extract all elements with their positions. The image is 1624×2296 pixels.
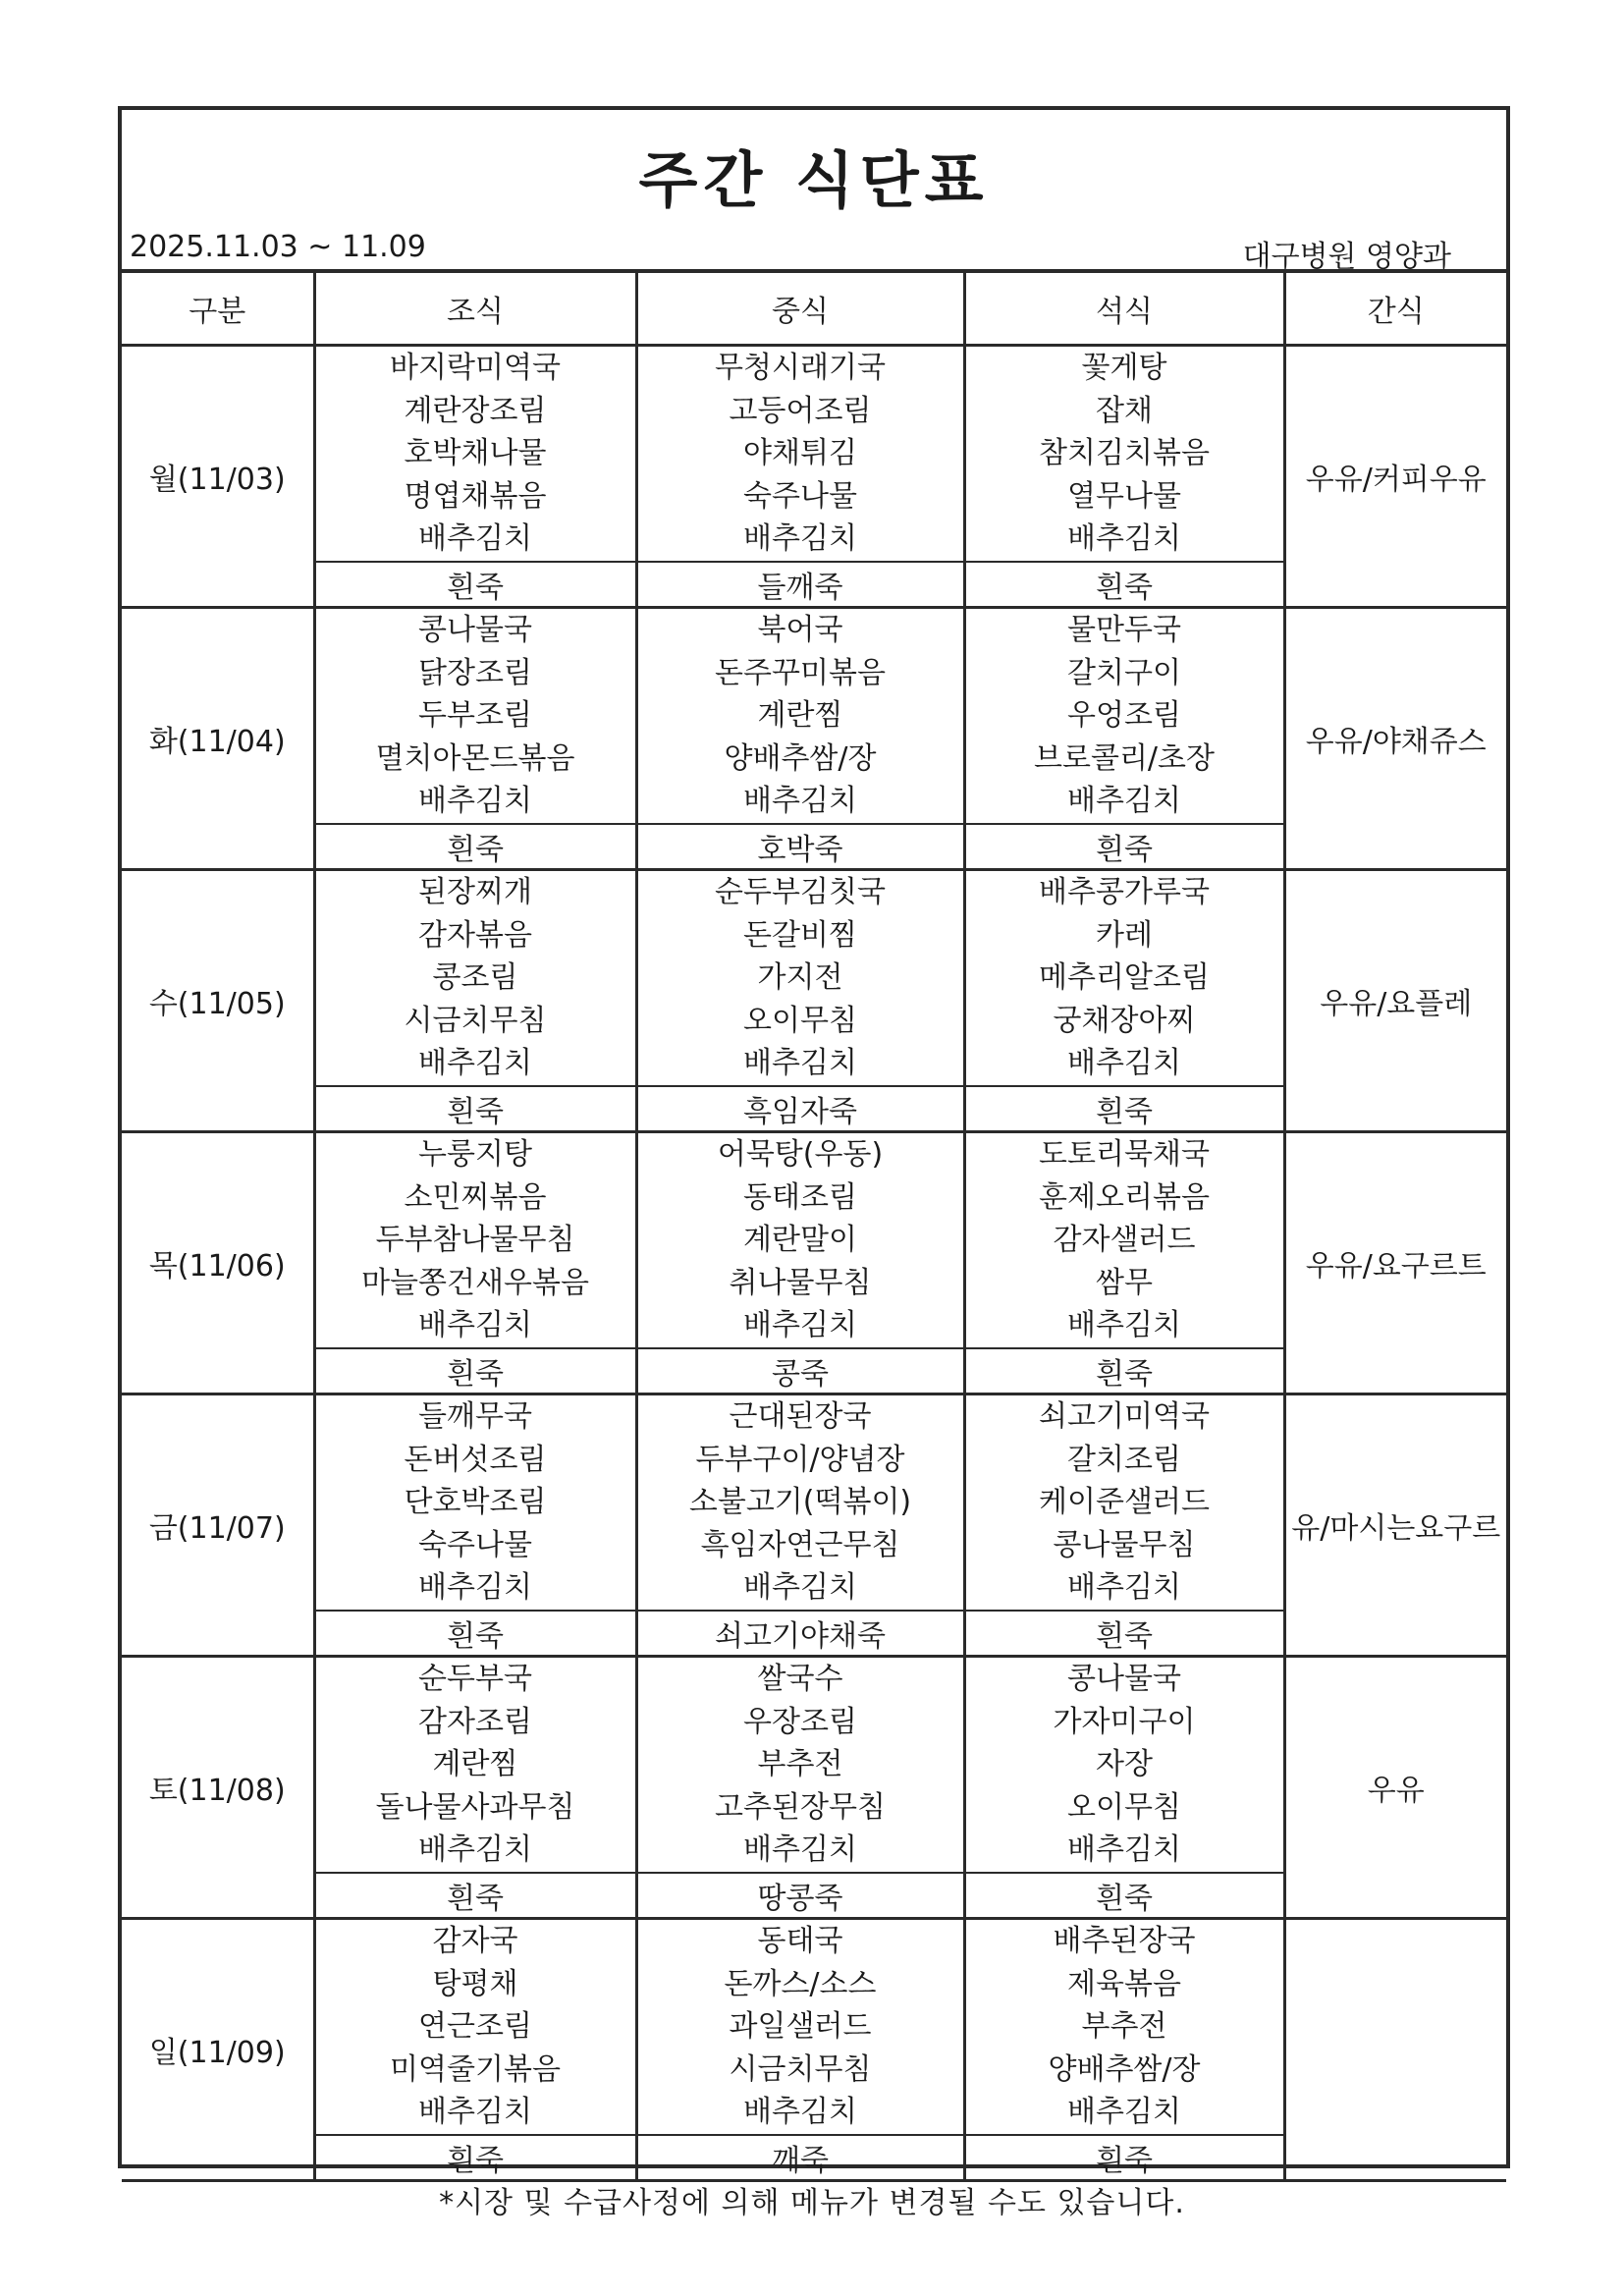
- department-label: 대구병원 영양과: [1242, 240, 1451, 274]
- menu-item: 배추김치: [418, 1308, 532, 1343]
- menu-item: 시금치무침: [729, 2051, 872, 2087]
- snack-cell: [1284, 608, 1506, 870]
- menu-item: 배추김치: [1067, 1570, 1181, 1606]
- snack-text: 우유/요플레: [1320, 987, 1473, 1021]
- menu-item: 콩나물무침: [1053, 1527, 1196, 1562]
- menu-item: 콩나물국: [1067, 1662, 1181, 1697]
- menu-item: 순두부김칫국: [715, 875, 886, 910]
- breakfast-cell: [314, 346, 636, 563]
- lunch-cell: [636, 1132, 964, 1349]
- menu-item: 호박채나물: [404, 436, 547, 471]
- snack-text: 우유: [1367, 1774, 1425, 1808]
- menu-item: 궁채장아찌: [1053, 1003, 1196, 1038]
- menu-item: 쇠고기미역국: [1039, 1399, 1210, 1435]
- day-row: [122, 1919, 1506, 2136]
- menu-item: 배추김치: [418, 1046, 532, 1081]
- dinner-cell: [964, 1394, 1284, 1612]
- lunch-cell: [636, 1394, 964, 1612]
- menu-item: 배추김치: [743, 1832, 857, 1868]
- menu-item: 오이무침: [1067, 1789, 1181, 1825]
- menu-item: 두부참나물무침: [375, 1223, 575, 1258]
- dinner-cell: [964, 870, 1284, 1087]
- menu-item: 배추김치: [1067, 1046, 1181, 1081]
- menu-item: 동태조림: [743, 1179, 857, 1215]
- menu-item: 케이준샐러드: [1039, 1485, 1210, 1520]
- snack-cell: [1284, 1394, 1506, 1657]
- porridge-lunch: 깨죽: [636, 2135, 964, 2181]
- menu-item: 단호박조림: [404, 1485, 547, 1520]
- day-label: 화(11/04): [122, 608, 314, 870]
- menu-item: 고등어조림: [729, 393, 872, 428]
- lunch-cell: [636, 870, 964, 1087]
- menu-item: 물만두국: [1067, 613, 1181, 648]
- dinner-cell: [964, 1132, 1284, 1349]
- day-label: 토(11/08): [122, 1657, 314, 1919]
- menu-item: 소불고기(떡볶이): [688, 1485, 912, 1520]
- weekly-menu-table: [122, 269, 1506, 2182]
- menu-item: 배추김치: [1067, 2095, 1181, 2130]
- menu-item: 배추김치: [743, 1046, 857, 1081]
- dinner-cell: [964, 346, 1284, 563]
- day-label: 목(11/06): [122, 1132, 314, 1394]
- menu-item: 명엽채볶음: [404, 478, 547, 514]
- day-row: [122, 870, 1506, 1087]
- menu-item: 멸치아몬드볶음: [375, 740, 575, 776]
- menu-item: 감자조림: [418, 1704, 532, 1739]
- menu-item: 시금치무침: [404, 1003, 547, 1038]
- menu-item: 동태국: [757, 1924, 843, 1959]
- menu-item: 취나물무침: [729, 1265, 872, 1300]
- menu-item: 된장찌개: [418, 875, 532, 910]
- menu-item: 돌나물사과무침: [375, 1789, 575, 1825]
- menu-item: 무청시래기국: [715, 351, 886, 386]
- porridge-breakfast: 흰죽: [314, 1086, 636, 1132]
- menu-item: 우장조림: [743, 1704, 857, 1739]
- menu-item: 연근조림: [418, 2009, 532, 2045]
- snack-cell: [1284, 1132, 1506, 1394]
- porridge-lunch: 콩죽: [636, 1348, 964, 1394]
- menu-item: 계란찜: [757, 698, 843, 734]
- menu-item: 배추콩가루국: [1039, 875, 1210, 910]
- snack-text: 우유/요구르트: [1305, 1249, 1487, 1284]
- snack-text: 우유/야채쥬스: [1305, 725, 1487, 759]
- day-row: [122, 608, 1506, 825]
- day-label: 금(11/07): [122, 1394, 314, 1657]
- menu-item: 배추김치: [1067, 1308, 1181, 1343]
- page-title: 주간 식단표: [638, 144, 990, 216]
- breakfast-cell: [314, 1132, 636, 1349]
- porridge-dinner: 흰죽: [964, 1086, 1284, 1132]
- porridge-breakfast: 흰죽: [314, 562, 636, 608]
- day-row: [122, 346, 1506, 563]
- menu-item: 근대된장국: [729, 1399, 872, 1435]
- menu-item: 배추김치: [418, 2095, 532, 2130]
- menu-item: 꽃게탕: [1081, 351, 1167, 386]
- menu-item: 과일샐러드: [729, 2009, 872, 2045]
- menu-item: 배추김치: [418, 1570, 532, 1606]
- menu-item: 배추김치: [743, 521, 857, 557]
- menu-item: 부추전: [1081, 2009, 1167, 2045]
- snack-text: 유/마시는요구르: [1291, 1511, 1501, 1546]
- menu-item: 배추김치: [1067, 784, 1181, 819]
- menu-item: 참치김치볶음: [1039, 436, 1210, 471]
- menu-item: 배추김치: [1067, 1832, 1181, 1868]
- menu-item: 바지락미역국: [390, 351, 561, 386]
- menu-item: 계란말이: [743, 1223, 857, 1258]
- menu-item: 자장: [1096, 1747, 1153, 1782]
- menu-item: 갈치구이: [1067, 655, 1181, 690]
- header-row: [122, 271, 1506, 346]
- snack-cell: [1284, 870, 1506, 1132]
- menu-item: 제육볶음: [1067, 1966, 1181, 2001]
- menu-item: 브로콜리/초장: [1034, 740, 1215, 776]
- menu-item: 탕평채: [432, 1966, 518, 2001]
- menu-item: 배추김치: [418, 1832, 532, 1868]
- menu-item: 소민찌볶음: [404, 1179, 547, 1215]
- snack-cell: [1284, 346, 1506, 608]
- menu-item: 열무나물: [1067, 478, 1181, 514]
- menu-item: 우엉조림: [1067, 698, 1181, 734]
- day-row: [122, 1132, 1506, 1349]
- snack-cell: [1284, 1919, 1506, 2181]
- menu-item: 계란찜: [432, 1747, 518, 1782]
- menu-item: 돈버섯조림: [404, 1442, 547, 1477]
- menu-sheet: [118, 106, 1510, 2178]
- menu-item: 감자볶음: [418, 917, 532, 953]
- menu-item: 훈제오리볶음: [1039, 1179, 1210, 1215]
- menu-item: 카레: [1096, 917, 1153, 953]
- snack-text: 우유/커피우유: [1305, 463, 1487, 497]
- menu-item: 두부조림: [418, 698, 532, 734]
- menu-item: 가지전: [757, 960, 843, 996]
- porridge-lunch: 흑임자죽: [636, 1086, 964, 1132]
- menu-item: 배추김치: [743, 1308, 857, 1343]
- lunch-cell: [636, 346, 964, 563]
- menu-item: 돈까스/소스: [724, 1966, 877, 2001]
- header-snack: 간식: [1284, 271, 1506, 346]
- menu-item: 배추김치: [418, 784, 532, 819]
- day-label: 수(11/05): [122, 870, 314, 1132]
- menu-item: 북어국: [757, 613, 843, 648]
- menu-item: 배추된장국: [1053, 1924, 1196, 1959]
- header-lunch: 중식: [636, 271, 964, 346]
- breakfast-cell: [314, 870, 636, 1087]
- menu-item: 돈갈비찜: [743, 917, 857, 953]
- porridge-lunch: 호박죽: [636, 824, 964, 870]
- menu-item: 누룽지탕: [418, 1137, 532, 1173]
- menu-item: 콩나물국: [418, 613, 532, 648]
- porridge-dinner: 흰죽: [964, 1611, 1284, 1657]
- menu-item: 순두부국: [418, 1662, 532, 1697]
- porridge-lunch: 들깨죽: [636, 562, 964, 608]
- menu-item: 숙주나물: [418, 1527, 532, 1562]
- breakfast-cell: [314, 1657, 636, 1874]
- header-dinner: 석식: [964, 271, 1284, 346]
- day-label: 월(11/03): [122, 346, 314, 608]
- menu-item: 고추된장무침: [715, 1789, 886, 1825]
- footnote: *시장 및 수급사정에 의해 메뉴가 변경될 수도 있습니다.: [439, 2186, 1185, 2220]
- menu-item: 갈치조림: [1067, 1442, 1181, 1477]
- breakfast-cell: [314, 1394, 636, 1612]
- menu-item: 양배추쌈/장: [1048, 2051, 1201, 2087]
- menu-item: 쌈무: [1096, 1265, 1153, 1300]
- header-category: 구분: [122, 271, 314, 346]
- menu-item: 계란장조림: [404, 393, 547, 428]
- menu-item: 닭장조림: [418, 655, 532, 690]
- porridge-dinner: 흰죽: [964, 824, 1284, 870]
- menu-item: 어묵탕(우동): [717, 1137, 884, 1173]
- menu-item: 양배추쌈/장: [724, 740, 877, 776]
- menu-item: 배추김치: [1067, 521, 1181, 557]
- porridge-breakfast: 흰죽: [314, 1873, 636, 1919]
- porridge-breakfast: 흰죽: [314, 1348, 636, 1394]
- menu-item: 감자국: [432, 1924, 518, 1959]
- porridge-dinner: 흰죽: [964, 2135, 1284, 2181]
- breakfast-cell: [314, 1919, 636, 2136]
- dinner-cell: [964, 1657, 1284, 1874]
- porridge-dinner: 흰죽: [964, 1348, 1284, 1394]
- menu-item: 숙주나물: [743, 478, 857, 514]
- menu-item: 두부구이/양념장: [695, 1442, 905, 1477]
- menu-item: 야채튀김: [743, 436, 857, 471]
- menu-item: 가자미구이: [1053, 1704, 1196, 1739]
- menu-item: 돈주꾸미볶음: [715, 655, 886, 690]
- menu-item: 미역줄기볶음: [390, 2051, 561, 2087]
- menu-item: 쌀국수: [757, 1662, 843, 1697]
- lunch-cell: [636, 1919, 964, 2136]
- breakfast-cell: [314, 608, 636, 825]
- menu-item: 콩조림: [432, 960, 518, 996]
- menu-item: 부추전: [757, 1747, 843, 1782]
- day-row: [122, 1657, 1506, 1874]
- menu-item: 도토리묵채국: [1039, 1137, 1210, 1173]
- porridge-dinner: 흰죽: [964, 1873, 1284, 1919]
- date-range: 2025.11.03 ~ 11.09: [130, 230, 426, 264]
- menu-item: 배추김치: [743, 784, 857, 819]
- header-breakfast: 조식: [314, 271, 636, 346]
- porridge-breakfast: 흰죽: [314, 1611, 636, 1657]
- lunch-cell: [636, 1657, 964, 1874]
- menu-item: 오이무침: [743, 1003, 857, 1038]
- menu-item: 잡채: [1096, 393, 1153, 428]
- menu-item: 감자샐러드: [1053, 1223, 1196, 1258]
- menu-item: 흑임자연근무침: [700, 1527, 900, 1562]
- porridge-lunch: 땅콩죽: [636, 1873, 964, 1919]
- menu-item: 메추리알조림: [1039, 960, 1210, 996]
- menu-item: 배추김치: [743, 2095, 857, 2130]
- dinner-cell: [964, 608, 1284, 825]
- dinner-cell: [964, 1919, 1284, 2136]
- menu-body: [122, 346, 1506, 2181]
- menu-item: 배추김치: [743, 1570, 857, 1606]
- menu-item: 들깨무국: [418, 1399, 532, 1435]
- porridge-lunch: 쇠고기야채죽: [636, 1611, 964, 1657]
- porridge-breakfast: 흰죽: [314, 2135, 636, 2181]
- porridge-dinner: 흰죽: [964, 562, 1284, 608]
- snack-cell: [1284, 1657, 1506, 1919]
- lunch-cell: [636, 608, 964, 825]
- menu-item: 마늘쫑건새우볶음: [361, 1265, 589, 1300]
- day-label: 일(11/09): [122, 1919, 314, 2181]
- porridge-breakfast: 흰죽: [314, 824, 636, 870]
- menu-item: 배추김치: [418, 521, 532, 557]
- day-row: [122, 1394, 1506, 1612]
